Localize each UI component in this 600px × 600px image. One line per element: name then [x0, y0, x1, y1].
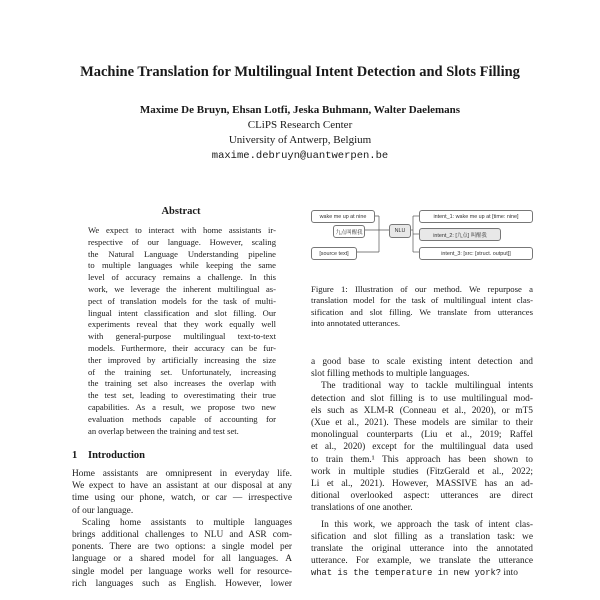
abstract-line: to multiple languages while keeping the same [88, 260, 276, 271]
caption-line: sification and slot filling. We translate from utterances [311, 306, 533, 317]
figure-chinese-utterance-box: 九点叫醒我 [333, 225, 365, 238]
author-list: Maxime De Bruyn, Ehsan Lotfi, Jeska Buhmann, Walter Daelemans [139, 104, 461, 116]
abstract-heading: Abstract [161, 206, 201, 217]
figure-annotated-chinese-box: intent_2: [九点] 叫醒我 [419, 228, 501, 241]
abstract-line: with general-purpose multilingual text-to-text [88, 331, 276, 342]
caption-line: translation model for the task of multilingual intent clas- [311, 295, 533, 306]
body-line: Home assistants are omnipresent in everyday life. [72, 469, 292, 479]
body-line: single model per language works well for resource- [72, 566, 292, 577]
example-utterance: what is the temperature in new york? [311, 568, 502, 579]
figure-source-utterance-box: wake me up at nine [311, 210, 375, 223]
paper-title: Machine Translation for Multilingual Intent Detection and Slots Filling [80, 64, 520, 80]
abstract-body [88, 225, 276, 437]
body-line: ditional overlooked aspect: utterances are direct [311, 491, 533, 502]
figure-method-diagram [309, 204, 535, 268]
figure-source-text-box: [source text] [311, 247, 357, 260]
body-line: monolingual counterparts (Liu et al., 2019; Raffel [311, 430, 533, 441]
abstract-line: the test set, leading to overestimating their true [88, 390, 276, 401]
author-email[interactable]: maxime.debruyn@uantwerpen.be [211, 150, 389, 162]
intro-left-column [72, 468, 292, 590]
section-title: Introduction [88, 450, 145, 461]
abstract-line: evaluation methods capable of accounting for [88, 413, 276, 424]
caption-line: Figure 1: Illustration of our method. We repurpose a [311, 284, 533, 294]
body-line: ponents. There are two options: a single model per [72, 542, 292, 553]
body-line: time using our phone, watch, or car — irrespective [72, 493, 292, 504]
body-line: Li et al., 2021). However, MASSIVE has an ad- [311, 479, 533, 490]
abstract-line: lingual intent classification and slot filling. Our [88, 307, 276, 318]
body-line: translate the original utterance into the annotated [311, 544, 533, 555]
body-line-tail: into [501, 568, 518, 579]
body-line: (Xue et al., 2021). These models are similar to their [311, 418, 533, 429]
abstract-line: work, we leverage the inherent multilingual as- [88, 283, 276, 294]
body-line: of our language. [72, 505, 134, 516]
abstract-line: We expect to interact with home assistants ir- [88, 225, 276, 235]
body-line: work in multiple studies (FitzGerald et al., 2022; [311, 466, 533, 477]
figure-annotated-output-box: intent_1: wake me up at [time: nine] [419, 210, 533, 223]
intro-right-column [311, 356, 533, 580]
body-line: In this work, we approach the task of intent clas- [321, 519, 533, 530]
figure-model-box: NLU [389, 224, 411, 238]
body-line: The traditional way to tackle multilingual intents [321, 381, 533, 392]
abstract-line: level of accuracy remains a challenge. In this [88, 272, 276, 283]
body-line: to train them.¹ This approach has been shown to [311, 454, 533, 465]
abstract-line: of the training set. Unfortunately, increasing [88, 366, 276, 377]
body-line: translations of one another. [311, 503, 413, 514]
abstract-line: respective of our language. However, scaling [88, 236, 276, 247]
body-line: language or a shared model for all languages. A [72, 554, 292, 565]
body-line: rich languages such as English. However, lower [72, 578, 292, 589]
figure-caption [311, 284, 533, 330]
body-line: utterance. For example, we translate the utterance [311, 556, 533, 567]
affiliation-university: University of Antwerp, Belgium [228, 134, 372, 146]
abstract-line: an overlap between the training and test set. [88, 425, 239, 436]
abstract-line: pect of translation models for the task of multi- [88, 295, 276, 306]
body-line: Scaling home assistants to multiple languages [82, 517, 292, 528]
abstract-line: the training set also increases the overlap with [88, 378, 276, 389]
body-line: slot filling methods to multiple languages. [311, 369, 470, 380]
figure-structured-output-box: intent_3: [src: [struct. output]] [419, 247, 533, 260]
body-line: brings additional challenges to NLU and ASR com- [72, 530, 292, 541]
body-line: detection and slot filling is to use multilingual mod- [311, 393, 533, 404]
abstract-line: capabilities. As a result, we propose two new [88, 401, 276, 412]
section-heading [72, 450, 145, 461]
section-number: 1 [72, 450, 78, 461]
body-line: We expect to have an assistant at our disposal at any [72, 481, 292, 492]
abstract-line: models. Furthermore, their accuracy can be fur- [88, 342, 276, 353]
caption-line: into annotated utterances. [311, 318, 401, 329]
body-line: els such as XLM-R (Conneau et al., 2020), or mT5 [311, 405, 533, 416]
body-line: a good base to scale existing intent detection and [311, 357, 533, 367]
body-line [311, 567, 533, 579]
abstract-line: experiments reveal that they work equally well [88, 319, 276, 330]
body-line: sification and slot filling as a translation task: we [311, 531, 533, 542]
body-line: et al., 2020) except for the multilingual data used [311, 442, 533, 453]
affiliation-center: CLiPS Research Center [247, 119, 353, 131]
abstract-line: the Natural Language Understanding pipeline [88, 248, 276, 259]
abstract-line: ther improved by artificially increasing the size [88, 354, 276, 365]
